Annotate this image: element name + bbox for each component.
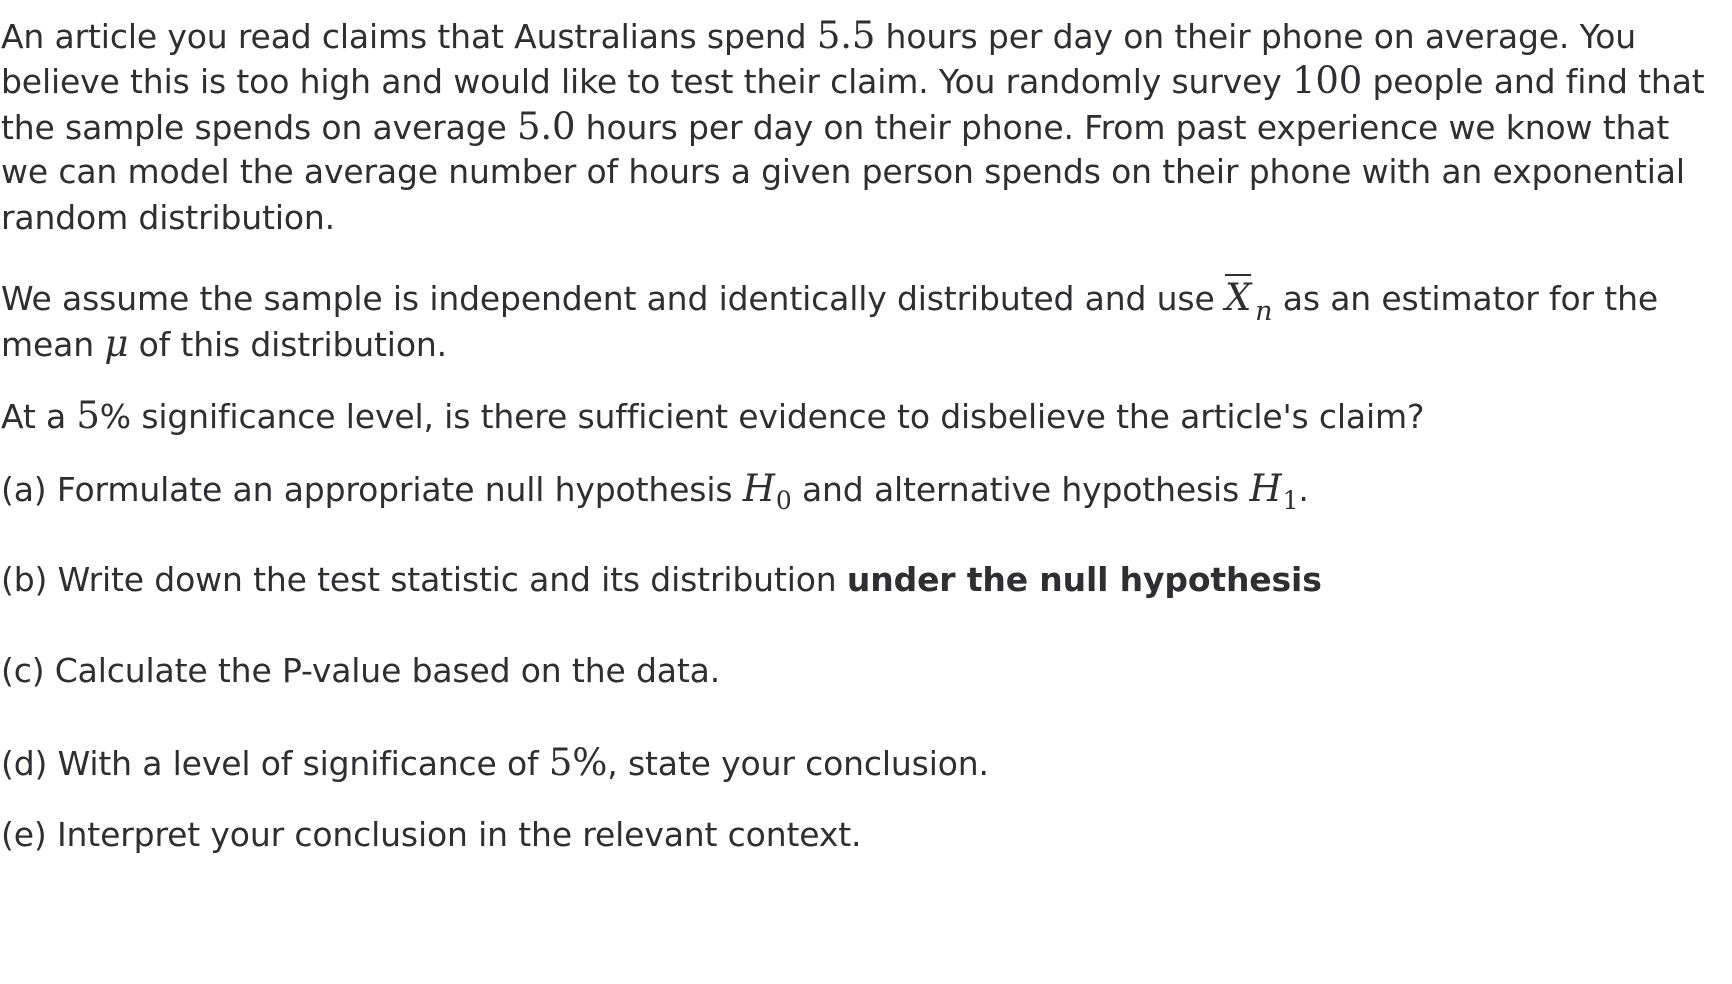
part-e: (e) Interpret your conclusion in the relevant context. [1, 815, 862, 854]
intro-line-1-text: An article you read claims that Australians spend [1, 17, 817, 56]
part-d-text: (d) With a level of significance of [1, 744, 549, 783]
null-hypothesis-subscript: 0 [775, 486, 792, 515]
part-a [1, 463, 1309, 518]
intro-line-2 [1, 55, 1705, 107]
intro-line-2-text: believe this is too high and would like to test their claim. You randomly survey [1, 62, 1292, 101]
intro-line-2-tail: people and find that [1362, 62, 1705, 101]
alternative-hypothesis-symbol: H [1249, 467, 1282, 510]
estimator-symbol: $\overline{X}$ [1224, 276, 1252, 319]
mu-symbol: μ [104, 322, 129, 365]
part-d-text-tail: , state your conclusion. [607, 744, 989, 783]
assumption-text: We assume the sample is independent and identically distributed and use [1, 279, 1225, 318]
assumption-text-tail: as an estimator for the [1272, 279, 1659, 318]
claimed-hours-value: 5.5 [816, 14, 876, 57]
sample-mean-value: 5.0 [516, 105, 576, 148]
part-b-text: (b) Write down the test statistic and its distribution [1, 560, 847, 599]
part-c: (c) Calculate the P-value based on the data. [1, 651, 721, 690]
part-a-mid-text: and alternative hypothesis [791, 470, 1250, 509]
part-a-period: . [1298, 470, 1309, 509]
part-b-emphasis: under the null hypothesis [846, 560, 1322, 599]
null-hypothesis-symbol: H [742, 467, 775, 510]
part-d [1, 737, 989, 789]
part-d-level-value: 5% [548, 741, 608, 784]
intro-line-4: we can model the average number of hours a given person spends on their phone with an exponential [1, 152, 1685, 191]
question-text-tail: % significance level, is there sufficient evidence to disbelieve the article's claim? [99, 397, 1425, 436]
intro-line-3-tail: hours per day on their phone. From past experience we know that [575, 108, 1670, 147]
intro-line-3-text: the sample spends on average [1, 108, 517, 147]
part-b [1, 554, 1322, 605]
question-text: At a [1, 397, 77, 436]
intro-line-1-tail: hours per day on their phone on average. You [875, 17, 1637, 56]
estimator-subscript: n [1255, 296, 1273, 327]
assumption-line-2 [1, 318, 447, 370]
significance-level-value: 5 [76, 394, 100, 437]
assumption-line-2-tail: of this distribution. [128, 325, 447, 364]
alternative-hypothesis-subscript: 1 [1282, 486, 1299, 515]
significance-question [1, 390, 1424, 442]
sample-size-value: 100 [1291, 59, 1363, 102]
intro-line-5: random distribution. [1, 198, 336, 237]
assumption-mean-label: mean [1, 325, 105, 364]
part-a-text: (a) Formulate an appropriate null hypothesis [1, 470, 743, 509]
